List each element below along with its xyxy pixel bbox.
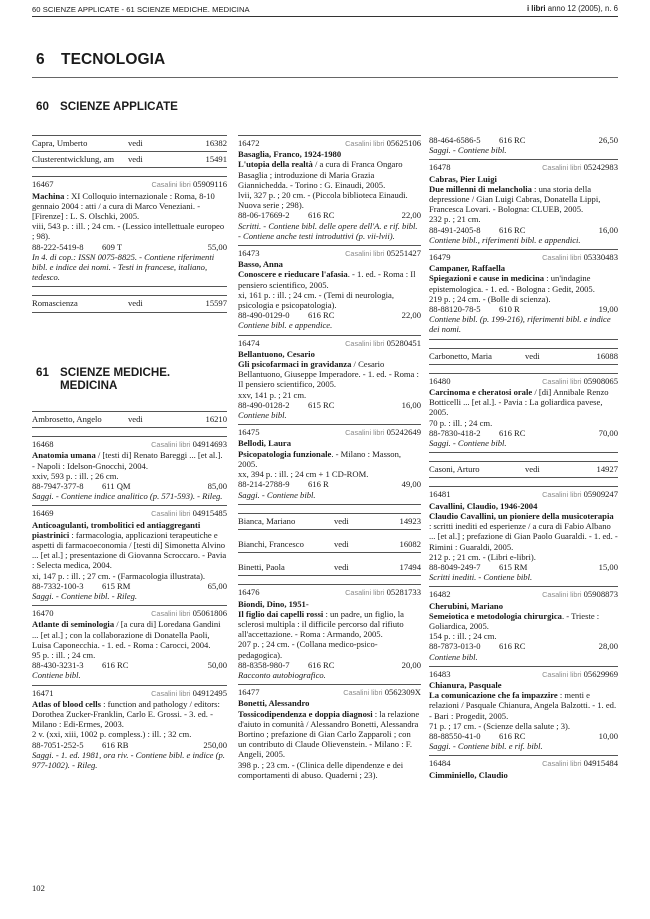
running-header-left: 60 SCIENZE APPLICATE - 61 SCIENZE MEDICHE. MEDICINA — [32, 5, 250, 14]
entry-16476 — [238, 584, 421, 684]
entry-physical: 398 p. ; 23 cm. - (Clinica delle dipendenze e dei comportamenti di abuso. Quaderni ; 23). — [238, 759, 404, 780]
entry-title: Psicopatologia funzionale — [238, 448, 332, 459]
source-label: Casalini libri — [542, 759, 582, 769]
cross-reference — [238, 513, 421, 529]
entry-price: 16,00 — [598, 224, 618, 235]
chapter-number: 6 — [36, 51, 45, 68]
journal-name: i libri — [526, 4, 546, 13]
entry-isbn: 88-8049-249-7 — [429, 561, 481, 572]
entry-number: 16476 — [238, 587, 260, 598]
entry-isbn: 88-222-5419-8 — [32, 241, 84, 252]
source-number: 05281733 — [386, 587, 421, 598]
column-3 — [429, 135, 618, 784]
ref-name: Clusterentwicklung, am — [32, 154, 115, 165]
source-number: 04915484 — [583, 758, 618, 769]
entry-price: 15,00 — [598, 561, 618, 572]
source-label: Casalini libri — [345, 428, 385, 438]
entry-16468 — [32, 436, 227, 505]
entry-16482 — [429, 586, 618, 665]
entry-note: Contiene bibl., riferimenti bibl. e appendici. — [429, 234, 581, 245]
entry-physical: 212 p. ; 21 cm. - (Libri e-libri). — [429, 551, 536, 562]
source-label: Casalini libri — [345, 588, 385, 598]
entry-16484 — [429, 755, 618, 783]
entry-note: Contiene bibl. — [238, 410, 287, 421]
entry-desc: / Cesario Bellantuono, Giuseppe Imperadore. - 1. ed. - Roma : Il pensiero scientifico, 2005. — [238, 359, 419, 390]
entry-16479 — [429, 249, 618, 340]
ref-number: 17494 — [399, 562, 421, 573]
entry-desc: / [a cura di] Loredana Gandini ... [et al.] ; con la collaborazione di Donatella Paoli, Luisa Caponecchia. - 1. ed. - Roma : Carocci, 2004. — [32, 619, 221, 650]
entry-class: 616 R — [308, 479, 329, 490]
entry-number: 16478 — [429, 162, 451, 173]
entry-note: Scritti inediti. - Contiene bibl. — [429, 572, 533, 583]
section-number: 61 — [36, 366, 49, 379]
page-number: 102 — [32, 883, 45, 893]
entry-class: 610 R — [499, 304, 520, 315]
entry-author: Basaglia, Franco, 1924-1980 — [238, 149, 342, 160]
entry-note: Racconto autobiografico. — [238, 669, 326, 680]
entry-number: 16475 — [238, 427, 260, 438]
entry-isbn: 88-490-0128-2 — [238, 399, 290, 410]
entry-desc: : menti e relazioni / Pasquale Chianura, Angela Balzotti. - 1. ed. - Bari : Progedit, 2005. — [429, 690, 617, 721]
entry-number: 16468 — [32, 439, 54, 450]
source-number: 05061806 — [192, 608, 227, 619]
entry-class: 615 RM — [102, 580, 131, 591]
source-label: Casalini libri — [151, 440, 191, 450]
ref-name: Binetti, Paola — [238, 562, 285, 573]
entry-price: 22,00 — [401, 310, 421, 321]
source-label: Casalini libri — [345, 139, 385, 148]
entry-physical: 219 p. ; 24 cm. - (Bolle di scienza). — [429, 293, 551, 304]
entry-class: 616 RC — [499, 641, 526, 652]
entry-title: La comunicazione che fa impazzire — [429, 690, 558, 701]
ref-number: 15597 — [205, 298, 227, 309]
entry-author: Cabras, Pier Luigi — [429, 173, 497, 184]
entry-class: 616 RC — [499, 224, 526, 235]
entry-physical: 232 p. ; 21 cm. — [429, 214, 481, 225]
entry-desc: : la relazione d'aiuto in comunità / Alessandro Bonetti, Alessandra Bortino ; prefazione di Gian Carlo Zapparoli ; con un contributo di Claude Olievenstein. - Milano : F. Angeli, 2005. — [238, 708, 420, 760]
entry-price: 19,00 — [598, 304, 618, 315]
ref-vedi: vedi — [128, 138, 143, 148]
source-label: Casalini libri — [542, 669, 582, 679]
source-label: Casalini libri — [345, 249, 385, 259]
entry-author: Chianura, Pasquale — [429, 679, 502, 690]
source-label: Casalini libri — [542, 163, 582, 173]
entry-number: 16473 — [238, 248, 260, 259]
ref-name: Romascienza — [32, 298, 78, 309]
entry-note: Saggi. - 1. ed. 1981, ora riv. - Contiene bibl. e indice (p. 977-1002). - Rileg. — [32, 749, 225, 771]
entry-desc: / a cura di Franca Ongaro Basaglia ; introduzione di Maria Grazia Giannichedda. - Torino : G. Einaudi, 2005. — [238, 159, 403, 190]
entry-note: Saggi. - Contiene bibl. - Rileg. — [32, 591, 138, 602]
entry-class: 616 RC — [102, 660, 129, 671]
source-number: 0562309X — [384, 687, 421, 698]
source-number: 05909247 — [583, 489, 618, 500]
entry-16471 — [32, 685, 227, 775]
entry-physical: xx, 394 p. : ill. ; 24 cm + 1 CD-ROM. — [238, 469, 369, 480]
ref-vedi: vedi — [525, 350, 540, 361]
source-number: 05625106 — [386, 138, 421, 148]
ref-number: 16382 — [205, 138, 227, 148]
ref-vedi: vedi — [128, 298, 143, 309]
entry-author: Basso, Anna — [238, 259, 283, 270]
entry-class: 616 RC — [308, 210, 335, 221]
entry-author: Bellantuono, Cesario — [238, 348, 315, 359]
source-number: 05330483 — [583, 252, 618, 263]
entry-physical: 71 p. ; 17 cm. - (Scienze della salute ; 3). — [429, 720, 571, 731]
entry-16483 — [429, 666, 618, 756]
entry-author: Bonetti, Alessandro — [238, 698, 310, 709]
entry-price: 250,00 — [203, 739, 227, 750]
entry-physical: 2 v. (xxi, xiii, 1002 p. compless.) : ill. ; 32 cm. — [32, 729, 192, 740]
entry-isbn: 88-214-2788-9 — [238, 479, 290, 490]
ref-vedi: vedi — [525, 464, 540, 475]
ref-name: Casoni, Arturo — [429, 464, 480, 475]
header-rule — [32, 16, 618, 17]
source-number: 04914693 — [192, 439, 227, 450]
cross-reference — [429, 461, 618, 478]
entry-physical: xi, 147 p. : ill. ; 27 cm. - (Farmacologia illustrata). — [32, 570, 206, 581]
entry-price: 28,00 — [598, 641, 618, 652]
entry-note: Saggi. - Contiene bibl. — [238, 489, 316, 500]
entry-price: 55,00 — [207, 241, 227, 252]
entry-note: Saggi. - Contiene bibl. e rif. bibl. — [429, 741, 543, 752]
entry-desc: : una storia della depressione / Gian Luigi Cabras, Donatella Lippi, Francesca Lovari. - Bologna: CLUEB, 2005. — [429, 183, 601, 215]
source-number: 05908873 — [583, 589, 618, 600]
entry-title: Tossicodipendenza e doppia diagnosi — [238, 708, 373, 719]
section-60-heading — [36, 100, 178, 113]
entry-physical: xi, 161 p. : ill. ; 24 cm. - (Temi di neurologia, psicologia e psicopatologia). — [238, 289, 394, 311]
entry-desc: : farmacologia, applicazioni terapeutiche e aspetti di farmacoeconomia / [testi di] Simonetta Alvino ... [et al.] ; presentazione di Giovanna Scroccaro. - Pavia : Selecta medica, 2004. — [32, 529, 227, 571]
entry-note: Saggi. - Contiene bibl. — [429, 438, 507, 449]
entry-physical: 70 p. : ill. ; 24 cm. — [429, 417, 493, 428]
cross-reference — [238, 552, 421, 576]
entry-desc: : un padre, un figlio, la sclerosi multipla : il difficile percorso dal rifiuto all'accettazione. - Roma : Armando, 2005. — [238, 608, 404, 640]
entry-note: Contiene bibl. e appendice. — [238, 320, 333, 331]
entry-isbn: 88-8358-980-7 — [238, 659, 290, 670]
section-title — [60, 366, 170, 392]
source-label: Casalini libri — [345, 338, 385, 348]
entry-class: 616 RC — [499, 135, 526, 145]
source-number: 04912495 — [192, 687, 227, 698]
cross-reference — [238, 529, 421, 552]
entry-note: Scritti. - Contiene bibl. delle opere dell'A. e rif. bibl. - Contiene anche testi introduttivi (p. vii-lvii). — [238, 220, 418, 241]
entry-note: Saggi. - Contiene bibl. — [429, 145, 507, 156]
entry-desc: : scritti inediti ed esperienze / a cura di Fabio Albano ... [et al.] ; prefazione di Gian Paolo Guaraldi. - 1. ed. - Rimini : Guaraldi, 2005. — [429, 521, 618, 552]
source-label: Casalini libri — [151, 609, 191, 619]
entry-number: 16483 — [429, 668, 451, 679]
entry-16478 — [429, 159, 618, 249]
entry-price: 49,00 — [401, 479, 421, 490]
entry-note: In 4. di cop.: ISSN 0075-8825. - Contiene riferimenti bibl. e indice dei nomi. - Testi in francese, italiano, tedesco. — [32, 251, 215, 283]
entry-number: 16482 — [429, 589, 451, 600]
chapter-rule — [32, 77, 618, 78]
source-number: 05908065 — [583, 375, 618, 386]
entry-physical: 207 p. ; 24 cm. - (Collana medico-psico-pedagogica). — [238, 639, 378, 660]
entry-16467 — [32, 176, 227, 287]
section-61-heading — [36, 366, 170, 392]
entry-title: L'utopia della realtà — [238, 159, 313, 170]
section-title-line1: SCIENZE MEDICHE. — [60, 366, 171, 379]
chapter-title: TECNOLOGIA — [61, 51, 166, 68]
entry-desc: . - 1. ed. - Roma : Il pensiero scientifico, 2005. — [238, 269, 416, 290]
entry-number: 16484 — [429, 758, 451, 769]
entry-number: 16467 — [32, 179, 54, 190]
entry-note: Contiene bibl. (p. 199-216), riferimenti bibl. e indice dei nomi. — [429, 314, 611, 335]
entry-title: Semeiotica e metodologia chirurgica — [429, 610, 562, 621]
entry-physical: viii, 543 p. : ill. ; 24 cm. - (Lessico intellettuale europeo ; 98). — [32, 221, 225, 242]
column-1-section-61 — [32, 411, 227, 774]
entry-number: 16470 — [32, 608, 54, 619]
entry-number: 16479 — [429, 252, 451, 263]
ref-number: 16082 — [399, 538, 421, 549]
entry-isbn: 88-464-6586-5 — [429, 135, 481, 145]
entry-title: Atlas of blood cells — [32, 698, 101, 709]
entry-desc: / [di] Annibale Renzo Botticelli ... [et al.]. - Pavia : La goliardica pavese, 2005. — [429, 387, 609, 418]
entry-class: 616 RB — [102, 739, 129, 750]
entry-price: 50,00 — [207, 660, 227, 671]
source-label: Casalini libri — [151, 509, 191, 519]
entry-title: Atlante di seminologia — [32, 619, 115, 630]
entry-isbn: 88-88120-78-5 — [429, 304, 481, 315]
entry-price: 70,00 — [598, 427, 618, 438]
ref-vedi: vedi — [128, 154, 143, 165]
source-number: 05909116 — [192, 179, 227, 190]
entry-author: Biondi, Dino, 1951- — [238, 598, 309, 609]
entry-class: 616 RC — [308, 659, 335, 670]
entry-price: 65,00 — [207, 580, 227, 591]
entry-number: 16477 — [238, 687, 260, 698]
entry-isbn: 88-7830-418-2 — [429, 427, 481, 438]
section-number: 60 — [36, 100, 49, 113]
entry-16472 — [238, 135, 421, 245]
entry-16477 — [238, 684, 421, 784]
entry-isbn: 88-7051-252-5 — [32, 739, 84, 750]
entry-title: Conoscere e rieducare l'afasia — [238, 269, 348, 280]
source-label: Casalini libri — [151, 180, 191, 190]
entry-note: Contiene bibl. — [429, 651, 478, 662]
entry-desc: . - Milano : Masson, 2005. — [238, 448, 402, 469]
entry-isbn: 88-7873-013-0 — [429, 641, 481, 652]
cross-reference — [32, 295, 227, 312]
entry-price: 10,00 — [598, 730, 618, 741]
ref-name: Bianca, Mariano — [238, 515, 296, 526]
ref-name: Carbonetto, Maria — [429, 350, 493, 361]
ref-number: 15491 — [205, 154, 227, 165]
entry-isbn: 88-430-3231-3 — [32, 660, 84, 671]
cross-reference — [32, 411, 227, 428]
section-title-line2: MEDICINA — [60, 379, 118, 392]
entry-16475 — [238, 424, 421, 504]
entry-16474 — [238, 335, 421, 425]
source-number: 04915485 — [192, 508, 227, 519]
entry-16481 — [429, 486, 618, 586]
entry-physical: lvii, 327 p. ; 20 cm. - (Piccola biblioteca Einaudi. Nuova serie ; 298). — [238, 190, 408, 211]
entry-16477-continued — [429, 135, 618, 159]
entry-isbn: 88-491-2405-8 — [429, 224, 481, 235]
entry-class: 609 T — [102, 241, 123, 252]
cross-reference — [32, 135, 227, 151]
cross-reference — [32, 151, 227, 168]
entry-title: Spiegazioni e cause in medicina — [429, 273, 545, 284]
entry-class: 616 RC — [308, 310, 335, 321]
entry-class: 616 RC — [499, 730, 526, 741]
running-header-right — [527, 4, 618, 13]
entry-number: 16474 — [238, 337, 260, 348]
source-number: 05242649 — [386, 427, 421, 438]
entry-class: 615 RC — [308, 399, 335, 410]
entry-class: 616 RC — [499, 427, 526, 438]
entry-title: Anticoagulanti, trombolitici ed antiaggreganti piastrinici — [32, 519, 201, 540]
section-title: SCIENZE APPLICATE — [60, 100, 178, 113]
entry-author: Bellodi, Laura — [238, 438, 292, 449]
ref-number: 14923 — [399, 515, 421, 526]
ref-name: Bianchi, Francesco — [238, 538, 304, 549]
source-label: Casalini libri — [542, 590, 582, 600]
ref-vedi: vedi — [334, 562, 349, 573]
entry-title: Il figlio dai capelli rossi — [238, 608, 324, 619]
source-label: Casalini libri — [542, 490, 582, 500]
entry-desc: : function and pathology / editors: Dorothea Zucker-Franklin, Carlo E. Grossi. - 3. ed. - Milano : Edi-Ermes, 2003. — [32, 698, 220, 730]
ref-vedi: vedi — [334, 538, 349, 549]
entry-price: 22,00 — [401, 210, 421, 221]
entry-desc: / [testi di] Renato Bareggi ... [et al.]. - Napoli : Idelson-Gnocchi, 2004. — [32, 450, 223, 471]
ref-name: Ambrosetto, Angelo — [32, 414, 102, 424]
entry-isbn: 88-06-17669-2 — [238, 210, 290, 221]
entry-physical: xxv, 141 p. ; 21 cm. — [238, 389, 307, 400]
source-number: 05629969 — [583, 668, 618, 679]
entry-title: Claudio Cavallini, un pioniere della musicoterapia — [429, 510, 614, 521]
ref-vedi: vedi — [128, 414, 143, 424]
chapter-heading — [36, 51, 165, 69]
entry-author: Campaner, Raffaella — [429, 263, 506, 274]
entry-note: Saggi. - Contiene indice analitico (p. 571-593). - Rileg. — [32, 491, 223, 502]
entry-desc: : XI Colloquio internazionale : Roma, 8-10 gennaio 2004 : atti / a cura di Marco Veneziani. - [Firenze] : L. S. Olschki, 2005. — [32, 190, 215, 222]
source-number: 05251427 — [386, 248, 421, 259]
entry-number: 16469 — [32, 508, 54, 519]
entry-number: 16480 — [429, 375, 451, 386]
entry-desc: : un'indagine epistemologica. - 1. ed. - Bologna : Gedit, 2005. — [429, 273, 595, 294]
column-1 — [32, 135, 227, 321]
entry-price: 26,50 — [598, 135, 618, 145]
entry-physical: 154 p. : ill. ; 24 cm. — [429, 631, 497, 642]
entry-number: 16481 — [429, 489, 451, 500]
ref-number: 16210 — [205, 414, 227, 424]
entry-note: Contiene bibl. — [32, 670, 81, 681]
entry-desc: . - Trieste : Goliardica, 2005. — [429, 610, 600, 631]
entry-price: 20,00 — [401, 659, 421, 670]
entry-isbn: 88-7947-377-8 — [32, 481, 84, 492]
entry-16470 — [32, 605, 227, 684]
entry-16473 — [238, 245, 421, 335]
entry-isbn: 88-490-0129-0 — [238, 310, 290, 321]
entry-isbn: 88-88550-41-0 — [429, 730, 481, 741]
source-label: Casalini libri — [343, 688, 383, 698]
ref-number: 16088 — [596, 350, 618, 361]
entry-title: Gli psicofarmaci in gravidanza — [238, 359, 352, 370]
entry-isbn: 88-7332-100-3 — [32, 580, 84, 591]
entry-author: Cavallini, Claudio, 1946-2004 — [429, 500, 538, 511]
source-label: Casalini libri — [542, 253, 582, 263]
entry-author: Cimminiello, Claudio — [429, 769, 508, 780]
entry-class: 611 QM — [102, 481, 131, 492]
entry-number: 16471 — [32, 687, 54, 698]
ref-name: Capra, Umberto — [32, 138, 88, 148]
ref-vedi: vedi — [334, 515, 349, 526]
entry-title: Machina — [32, 190, 65, 201]
entry-physical: 95 p. : ill. ; 24 cm. — [32, 650, 96, 661]
entry-price: 85,00 — [207, 481, 227, 492]
source-label: Casalini libri — [151, 688, 191, 698]
entry-title: Anatomia umana — [32, 450, 96, 461]
source-number: 05242983 — [583, 162, 618, 173]
entry-class: 615 RM — [499, 561, 528, 572]
issue-info: anno 12 (2005), n. 6 — [545, 4, 618, 13]
entry-price: 16,00 — [401, 399, 421, 410]
entry-author: Cherubini, Mariano — [429, 600, 504, 611]
entry-physical: xxiv, 593 p. : ill. ; 26 cm. — [32, 470, 119, 481]
entry-16469 — [32, 505, 227, 605]
cross-reference — [429, 348, 618, 365]
column-2 — [238, 135, 421, 784]
entry-16480 — [429, 373, 618, 453]
source-number: 05280451 — [386, 337, 421, 348]
ref-number: 14927 — [596, 464, 618, 475]
entry-number: 16472 — [238, 138, 260, 148]
entry-title: Carcinoma e cheratosi orale — [429, 387, 533, 398]
entry-title: Due millenni di melancholia — [429, 183, 532, 194]
source-label: Casalini libri — [542, 376, 582, 386]
